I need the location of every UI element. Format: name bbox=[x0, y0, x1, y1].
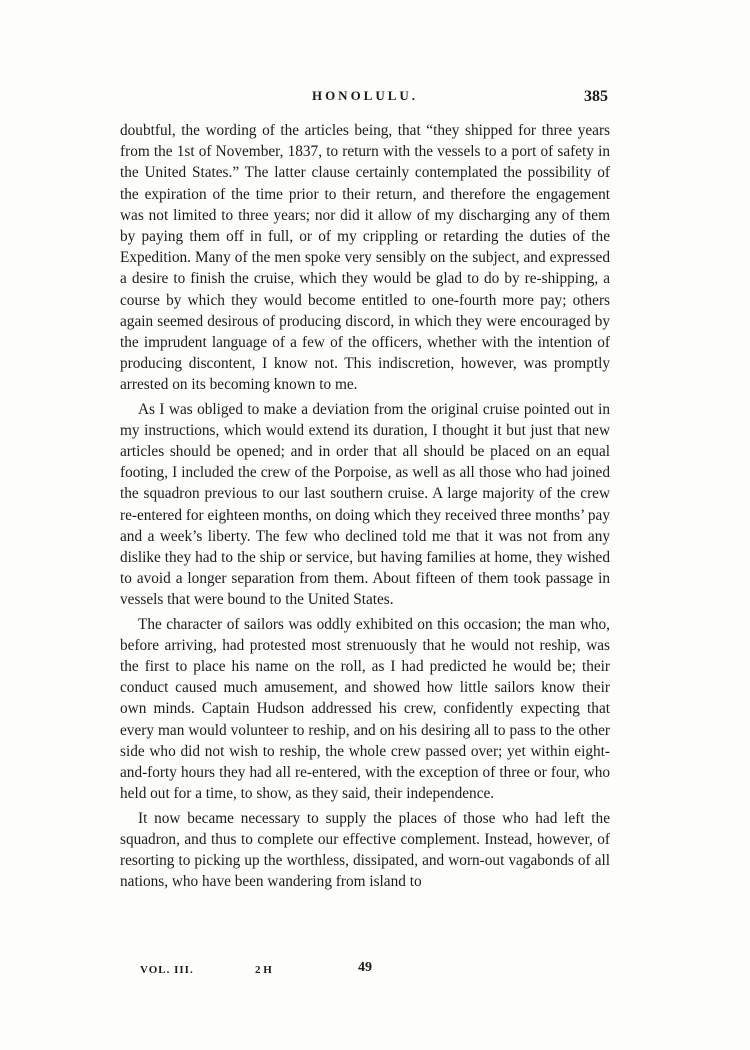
paragraph-new-articles: As I was obliged to make a deviation from the original cruise pointed out in my instructions, which would extend its duration, I thought it but just that new articles should be opened; and in order that all should be placed on an equal footing, I included the crew of the Porpoise, as well as all those who had joined the squadron previous to our last southern cruise. A large majority of the crew re-entered for eighteen months, on doing which they received three months’ pay and a week’s liberty. The few who declined told me that it was not from any dislike they had to the ship or service, but having families at home, they wished to avoid a longer separation from them. About fifteen of them took passage in vessels that were bound to the United States. bbox=[120, 400, 610, 609]
paragraph-complement: It now became necessary to supply the places of those who had left the squadron, and thus to complete our effective complement. Instead, however, of resorting to picking up the worthless, dissipated, and worn-out vagabonds of all nations, who have been wandering from island to bbox=[120, 809, 610, 891]
page-title: HONOLULU. bbox=[311, 88, 419, 103]
body-text bbox=[120, 120, 610, 895]
signature-mark: 2 H bbox=[255, 964, 272, 976]
volume-label: VOL. III. bbox=[140, 964, 194, 976]
page-number: 385 bbox=[584, 88, 608, 105]
paragraph-continued: doubtful, the wording of the articles being, that “they shipped for three years from the 1st of November, 1837, to return with the vessels to a port of safety in the United States.” The latter clause certainly contemplated the possibility of the expiration of the time prior to their return, and therefore the engagement was not limited to three years; nor did it allow of my discharging any of them by paying them off in full, or of my crippling or retarding the duties of the Expedition. Many of the men spoke very sensibly on the subject, and expressed a desire to finish the cruise, which they would be glad to do by re-shipping, a course by which they would become entitled to one-fourth more pay; others again seemed desirous of producing discord, in which they were encouraged by the imprudent language of a few of the officers, whether with the intention of producing discontent, I know not. This indiscretion, however, was promptly arrested on its becoming known to me. bbox=[120, 122, 610, 394]
sheet-number: 49 bbox=[358, 960, 372, 975]
paragraph-sailors-character: The character of sailors was oddly exhibited on this occasion; the man who, before arriving, had protested most strenuously that he would not reship, was the first to place his name on the roll, as I had predicted he would be; their conduct caused much amusement, and showed how little sailors know their own minds. Captain Hudson addressed his crew, confidently expecting that every man would volunteer to reship, and on his desiring all to pass to the other side who did not wish to reship, the whole crew passed over; yet within eight-and-forty hours they had all re-entered, with the exception of three or four, who held out for a time, to show, as they said, their independence. bbox=[120, 615, 610, 803]
running-head bbox=[120, 86, 610, 108]
page-footer bbox=[140, 960, 610, 984]
